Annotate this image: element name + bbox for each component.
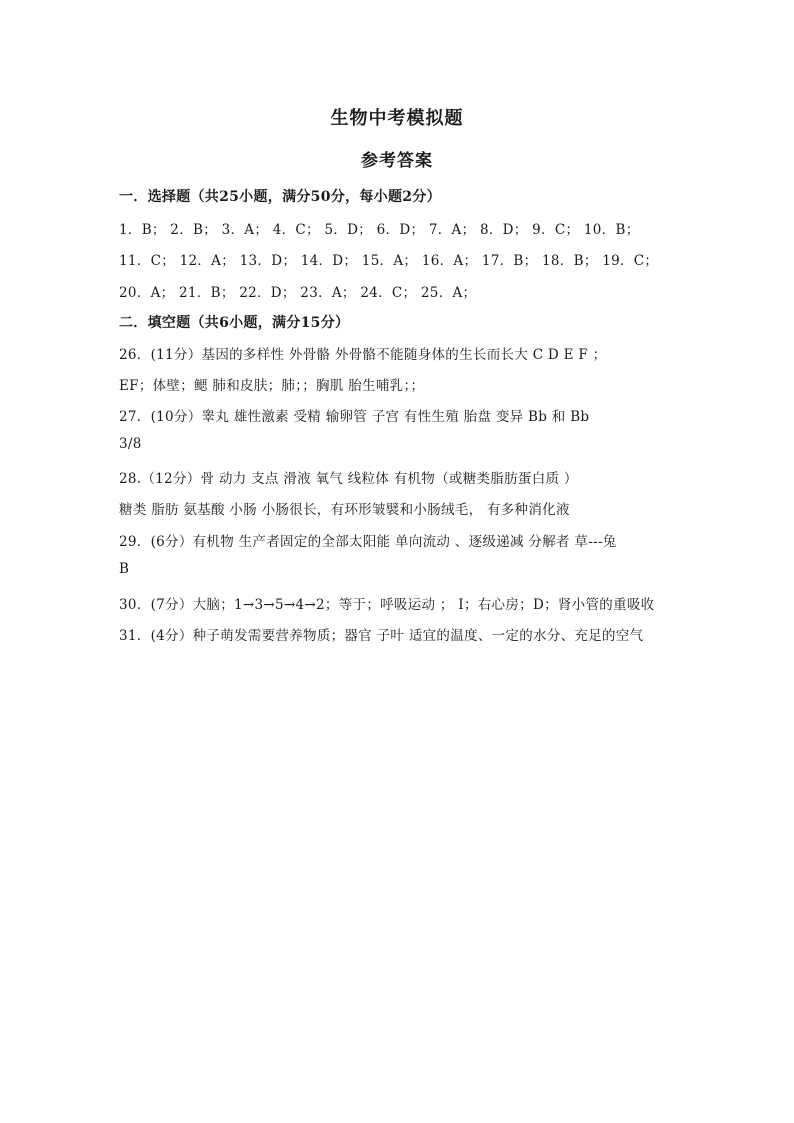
fill-answer-line: 30．(7分）大脑；1→3→5→4→2；等于；呼吸运动 ； Ⅰ；右心房；D；肾小管的重吸收 bbox=[119, 597, 655, 613]
mc-answer-line: 20．A； 21．B； 22．D； 23．A； 24．C； 25．A； bbox=[119, 285, 477, 301]
fill-answer-line: B bbox=[119, 561, 130, 577]
fill-answer-line: 糖类 脂肪 氨基酸 小肠 小肠很长，有环形皱襞和小肠绒毛， 有多种消化液 bbox=[119, 502, 570, 518]
fill-answer-line: 31．(4分）种子萌发需要营养物质；器官 子叶 适宜的温度、一定的水分、充足的空气 bbox=[119, 628, 644, 644]
section-heading-fill-blank: 二．填空题（共6小题，满分15分） bbox=[119, 315, 350, 331]
section-heading-multiple-choice: 一．选择题（共25小题，满分50分，每小题2分） bbox=[119, 189, 441, 205]
document-title: 生物中考模拟题 bbox=[330, 108, 464, 129]
fill-answer-line: 3/8 bbox=[119, 436, 142, 452]
fill-answer-line: 29．(6分）有机物 生产者固定的全部太阳能 单向流动 、逐级递减 分解者 草---兔 bbox=[119, 534, 617, 550]
fill-answer-line: 27．(10分）睾丸 雄性激素 受精 输卵管 子宫 有性生殖 胎盘 变异 Bb 和 Bb bbox=[119, 409, 590, 425]
mc-answer-line: 1．B； 2．B； 3．A； 4．C； 5．D； 6．D； 7．A； 8．D； 9．C； 10．B； bbox=[119, 222, 640, 238]
mc-answer-line: 11．C； 12．A； 13．D； 14．D； 15．A； 16．A； 17．B； 18．B； 19．C； bbox=[119, 253, 659, 269]
document-subtitle: 参考答案 bbox=[361, 151, 433, 171]
fill-answer-line: EF；体壁；鳃 肺和皮肤；肺；；胸肌 胎生哺乳；； bbox=[119, 378, 425, 394]
fill-answer-line: 28.（12分）骨 动力 支点 滑液 氧气 线粒体 有机物（或糖类脂肪蛋白质 ） bbox=[119, 471, 578, 487]
fill-answer-line: 26．(11分）基因的多样性 外骨骼 外骨骼不能随身体的生长而长大 C D E F ； bbox=[119, 347, 607, 363]
